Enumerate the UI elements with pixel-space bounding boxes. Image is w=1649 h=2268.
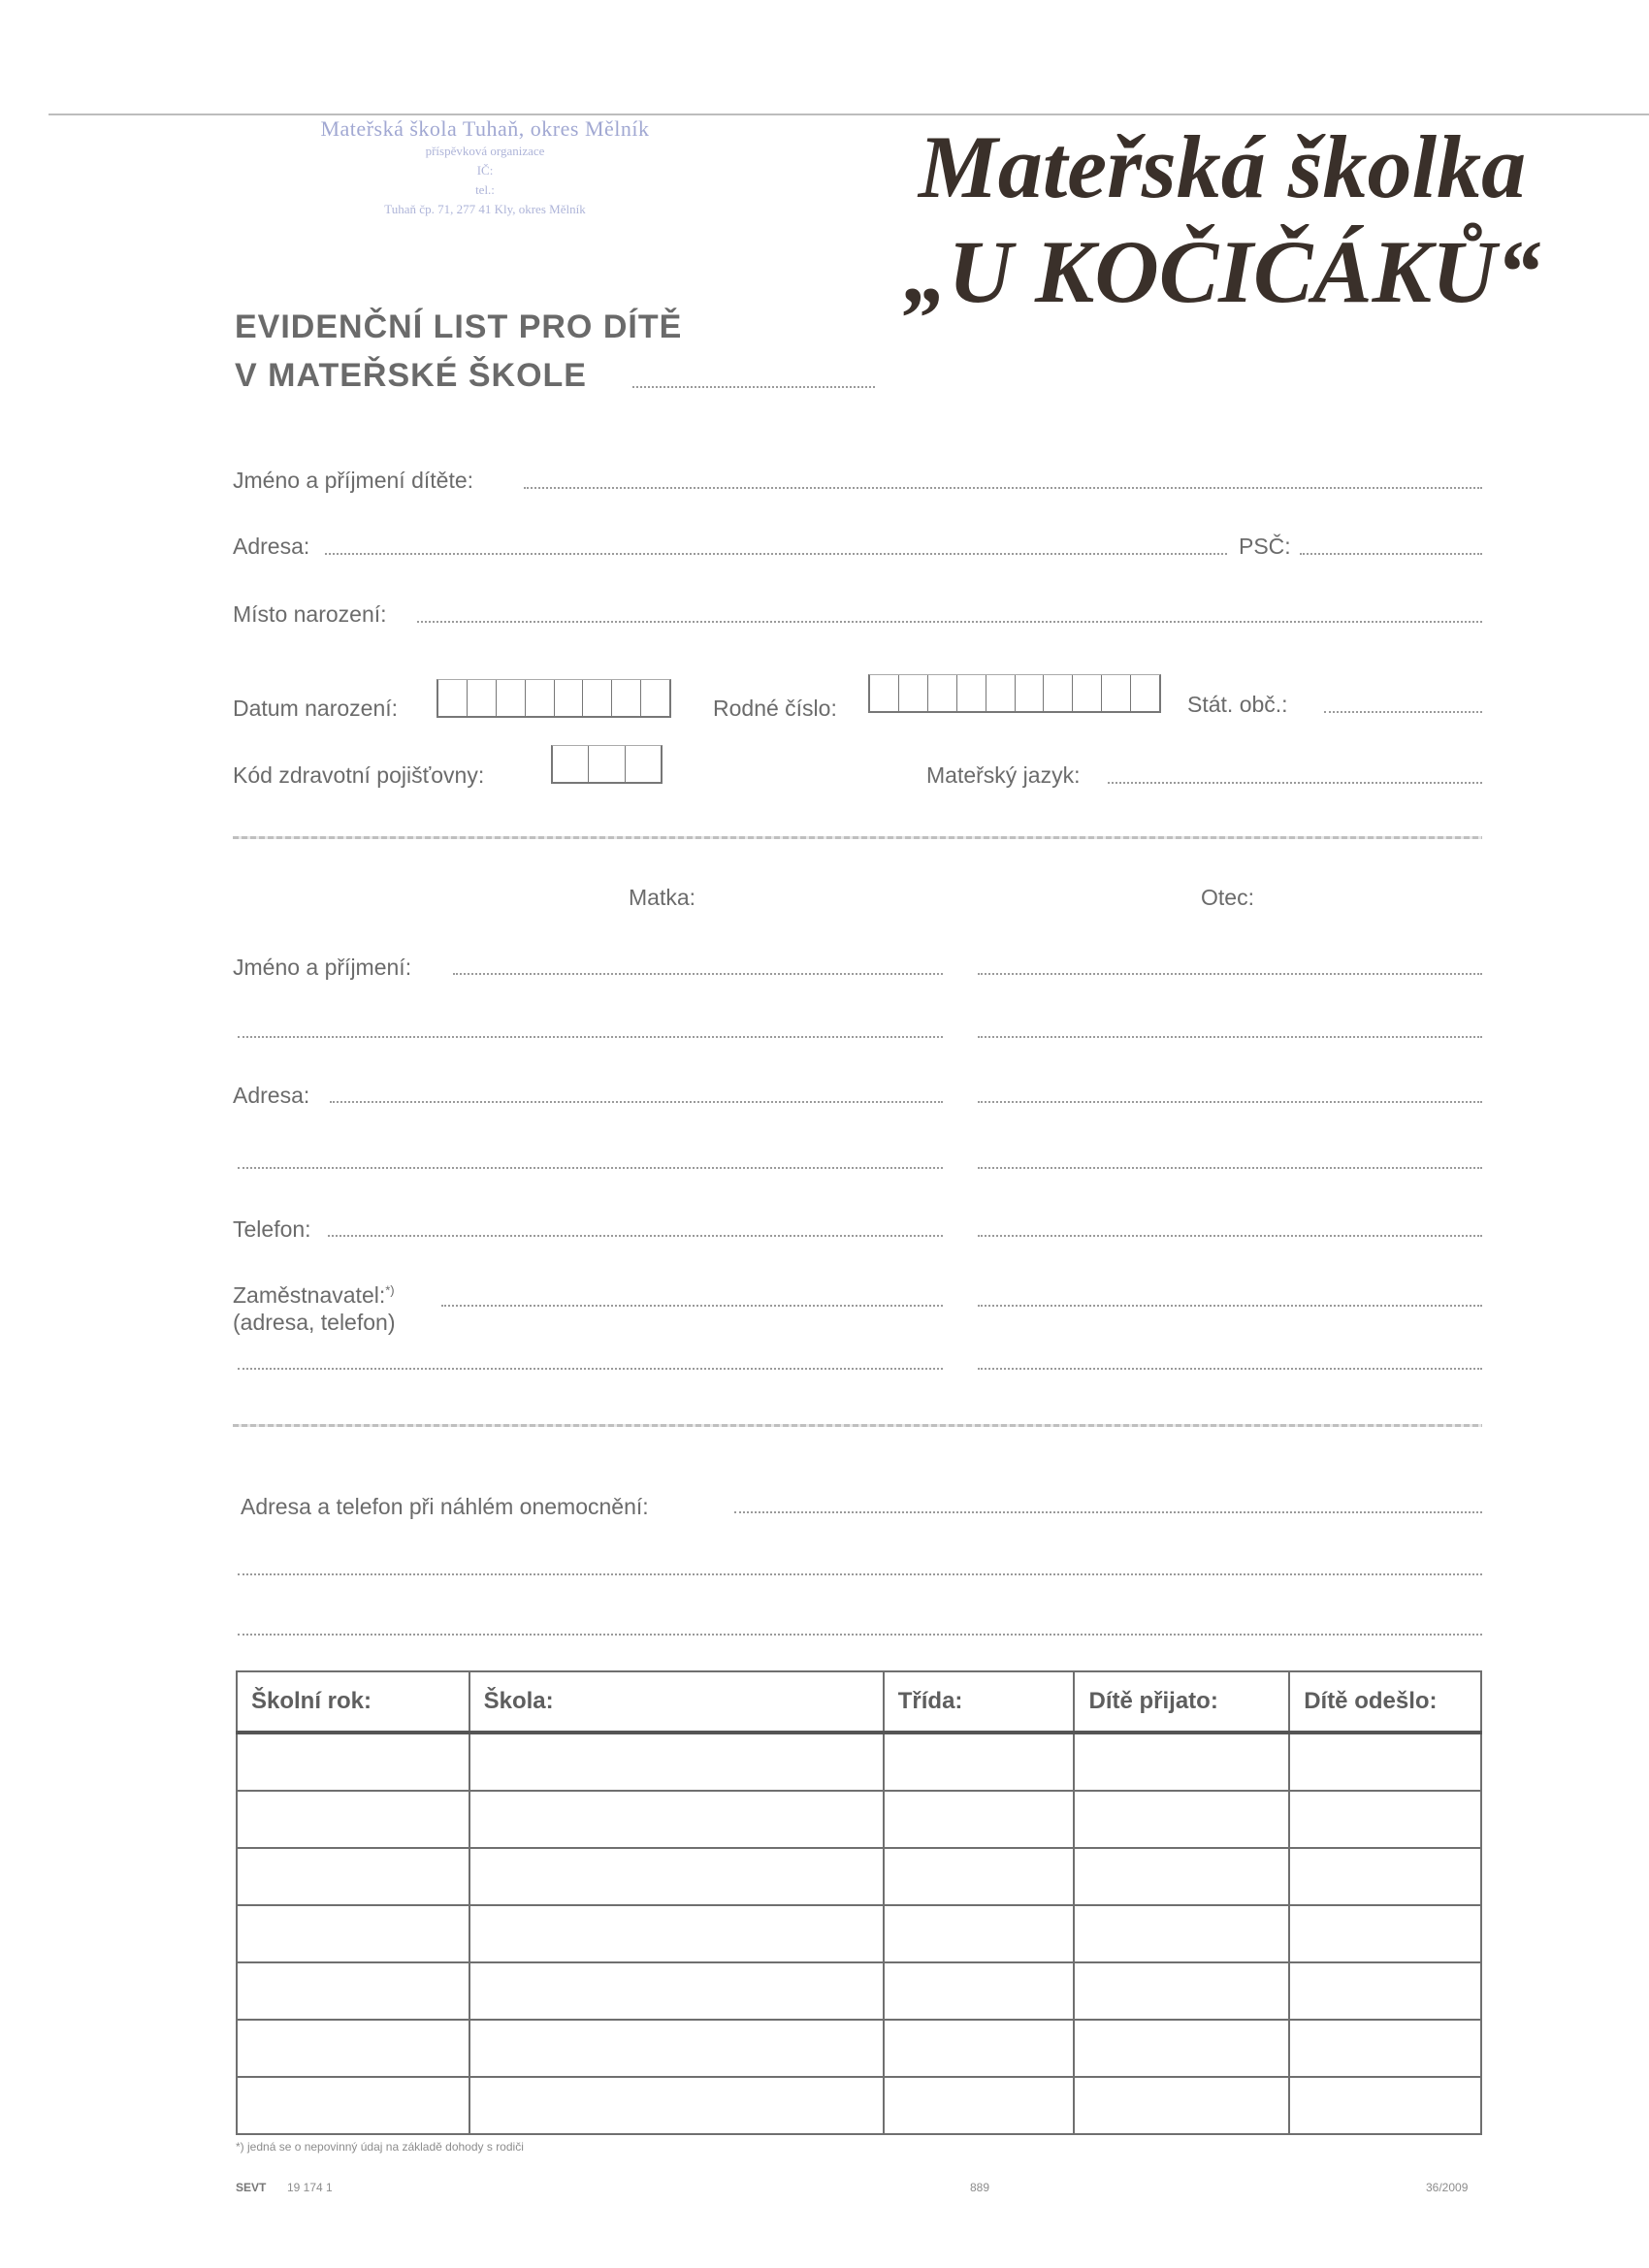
column-header-class: Třída: <box>884 1671 1075 1733</box>
column-header-left: Dítě odešlo: <box>1289 1671 1481 1733</box>
table-cell[interactable] <box>237 2020 469 2077</box>
table-cell[interactable] <box>1074 1791 1289 1848</box>
stamp-line: IČ: <box>476 163 494 178</box>
table-cell[interactable] <box>237 1733 469 1791</box>
form-title-line-1: EVIDENČNÍ LIST PRO DÍTĚ <box>235 308 683 345</box>
table-cell[interactable] <box>1289 1905 1481 1962</box>
parent-address-label: Adresa: <box>233 1083 310 1108</box>
birth-number-boxes[interactable] <box>868 674 1161 713</box>
father-address-field-line-2[interactable] <box>978 1167 1482 1169</box>
birthplace-label: Místo narození: <box>233 601 387 627</box>
psc-label: PSČ: <box>1239 534 1291 559</box>
address-field[interactable] <box>325 553 1227 555</box>
mother-tongue-label: Mateřský jazyk: <box>926 762 1081 788</box>
section-separator <box>233 1424 1482 1427</box>
father-name-field[interactable] <box>978 973 1482 975</box>
table-row <box>237 2020 1481 2077</box>
illness-contact-label: Adresa a telefon při náhlém onemocnění: <box>241 1494 649 1519</box>
father-employer-field[interactable] <box>978 1305 1482 1307</box>
psc-field[interactable] <box>1300 553 1482 555</box>
birthplace-field[interactable] <box>417 621 1482 623</box>
table-cell[interactable] <box>1289 1848 1481 1905</box>
stamp-line: tel.: <box>475 182 495 197</box>
table-cell[interactable] <box>884 1848 1075 1905</box>
column-header-school-year: Školní rok: <box>237 1671 469 1733</box>
illness-contact-field-line-2[interactable] <box>238 1573 1482 1575</box>
mother-employer-field[interactable] <box>441 1305 943 1307</box>
table-cell[interactable] <box>1289 1791 1481 1848</box>
form-number: 889 <box>970 2181 990 2194</box>
table-cell[interactable] <box>237 2077 469 2134</box>
birthdate-label: Datum narození: <box>233 696 399 721</box>
mother-address-field[interactable] <box>330 1101 943 1103</box>
stamp-line: Tuhaň čp. 71, 277 41 Kly, okres Mělník <box>384 202 586 216</box>
footnote-text: *) jedná se o nepovinný údaj na základě dohody s rodiči <box>236 2140 524 2154</box>
parent-name-label: Jméno a příjmení: <box>233 955 412 980</box>
table-cell[interactable] <box>469 2077 884 2134</box>
form-code: 19 174 1 <box>287 2181 333 2194</box>
stamp-school-name: Mateřská škola Tuhaň, okres Mělník <box>320 116 650 141</box>
table-cell[interactable] <box>1074 1962 1289 2020</box>
illness-contact-field-line-3[interactable] <box>238 1634 1482 1636</box>
mother-tongue-field[interactable] <box>1108 782 1482 784</box>
table-cell[interactable] <box>237 1791 469 1848</box>
table-cell[interactable] <box>884 1962 1075 2020</box>
father-employer-field-line-2[interactable] <box>978 1368 1482 1370</box>
citizenship-label: Stát. obč.: <box>1187 692 1288 717</box>
table-cell[interactable] <box>884 2020 1075 2077</box>
citizenship-field[interactable] <box>1324 711 1482 713</box>
table-cell[interactable] <box>884 1791 1075 1848</box>
mother-phone-field[interactable] <box>328 1235 943 1237</box>
table-cell[interactable] <box>469 1962 884 2020</box>
brand-line-2: „U KOČIČÁKŮ“ <box>903 222 1541 321</box>
employer-label-text: Zaměstnavatel: <box>233 1282 386 1308</box>
column-header-admitted: Dítě přijato: <box>1074 1671 1289 1733</box>
table-cell[interactable] <box>1289 1733 1481 1791</box>
mother-name-field[interactable] <box>453 973 943 975</box>
stamp-line: příspěvková organizace <box>425 144 545 158</box>
father-name-field-line-2[interactable] <box>978 1036 1482 1038</box>
address-label: Adresa: <box>233 534 310 559</box>
table-row <box>237 2077 1481 2134</box>
publisher-mark: SEVT <box>236 2181 267 2194</box>
father-address-field[interactable] <box>978 1101 1482 1103</box>
table-cell[interactable] <box>469 1791 884 1848</box>
mother-employer-field-line-2[interactable] <box>238 1368 943 1370</box>
employer-sublabel: (adresa, telefon) <box>233 1310 396 1335</box>
table-row <box>237 1848 1481 1905</box>
table-cell[interactable] <box>469 2020 884 2077</box>
table-cell[interactable] <box>237 1848 469 1905</box>
employer-label <box>233 1282 395 1309</box>
table-cell[interactable] <box>237 1905 469 1962</box>
mother-name-field-line-2[interactable] <box>238 1036 943 1038</box>
section-separator <box>233 836 1482 839</box>
table-cell[interactable] <box>1074 1733 1289 1791</box>
footnote-mark: *) <box>385 1282 395 1298</box>
child-name-label: Jméno a příjmení dítěte: <box>233 468 474 493</box>
table-cell[interactable] <box>1074 2077 1289 2134</box>
enrollment-table <box>236 1670 1482 2135</box>
table-row <box>237 1905 1481 1962</box>
table-cell[interactable] <box>237 1962 469 2020</box>
table-row <box>237 1733 1481 1791</box>
kindergarten-brand-heading <box>854 114 1591 324</box>
table-cell[interactable] <box>1074 1848 1289 1905</box>
school-name-field[interactable] <box>632 386 875 388</box>
table-row <box>237 1962 1481 2020</box>
brand-line-1: Mateřská školka <box>918 117 1527 216</box>
mother-heading: Matka: <box>629 885 696 910</box>
table-cell[interactable] <box>469 1848 884 1905</box>
birth-number-label: Rodné číslo: <box>713 696 837 721</box>
form-title <box>235 303 682 400</box>
table-cell[interactable] <box>469 1733 884 1791</box>
child-name-field[interactable] <box>524 487 1482 489</box>
form-date: 36/2009 <box>1426 2181 1469 2194</box>
table-cell[interactable] <box>884 1905 1075 1962</box>
form-title-line-2: V MATEŘSKÉ ŠKOLE <box>235 357 587 394</box>
phone-label: Telefon: <box>233 1216 311 1242</box>
table-cell[interactable] <box>1074 1905 1289 1962</box>
table-cell[interactable] <box>1289 1962 1481 2020</box>
father-heading: Otec: <box>1201 885 1254 910</box>
father-phone-field[interactable] <box>978 1235 1482 1237</box>
birthdate-boxes[interactable] <box>436 679 671 718</box>
table-cell[interactable] <box>884 2077 1075 2134</box>
insurance-code-label: Kód zdravotní pojišťovny: <box>233 762 485 788</box>
table-cell[interactable] <box>1289 2020 1481 2077</box>
table-cell[interactable] <box>1074 2020 1289 2077</box>
table-cell[interactable] <box>469 1905 884 1962</box>
illness-contact-field[interactable] <box>734 1511 1482 1513</box>
insurance-code-boxes[interactable] <box>551 745 663 784</box>
table-cell[interactable] <box>1289 2077 1481 2134</box>
table-cell[interactable] <box>884 1733 1075 1791</box>
column-header-school: Škola: <box>469 1671 884 1733</box>
table-header-row <box>237 1671 1481 1733</box>
table-row <box>237 1791 1481 1848</box>
mother-address-field-line-2[interactable] <box>238 1167 943 1169</box>
school-stamp <box>233 116 737 219</box>
